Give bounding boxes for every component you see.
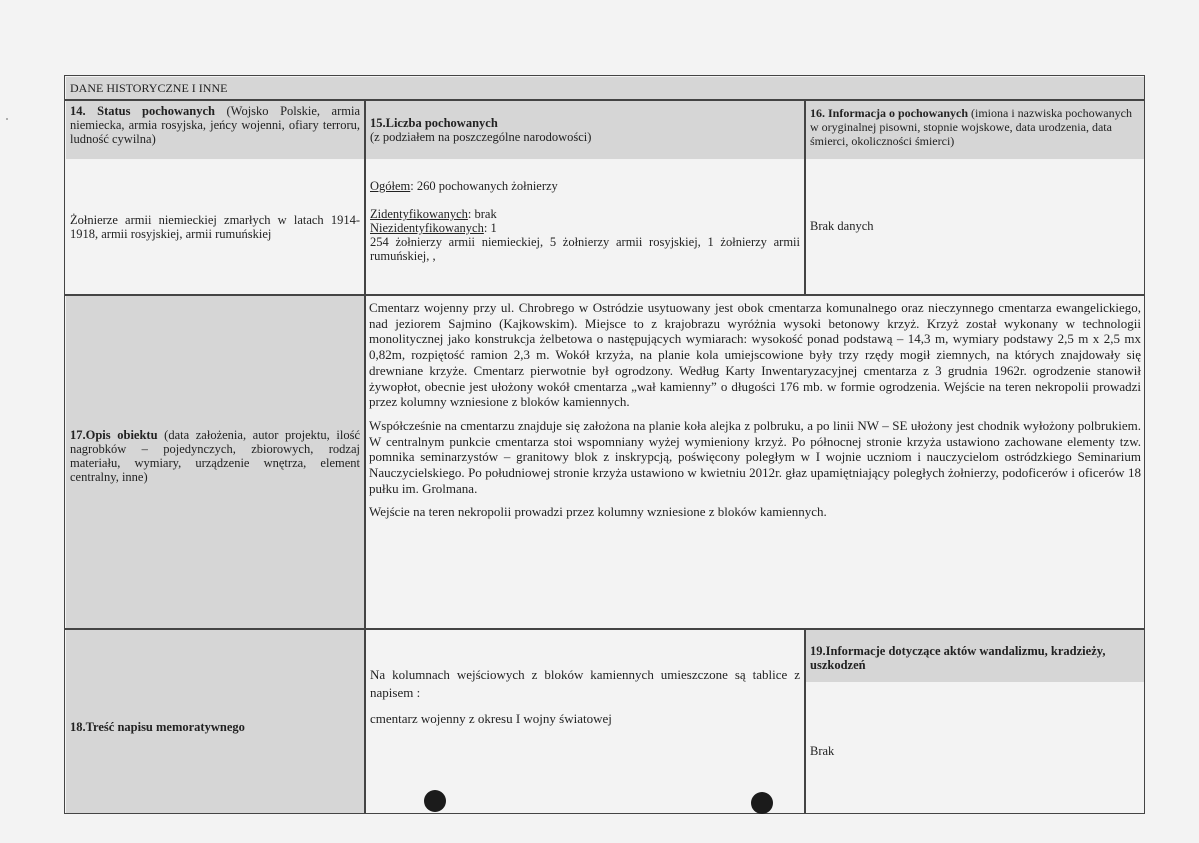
total-value: : 260 pochowanych żołnierzy [410, 179, 558, 193]
vandalism-header-cell [806, 630, 1144, 682]
count-label: 15.Liczba pochowanych [370, 116, 498, 130]
nationality-breakdown: 254 żołnierzy armii niemieckiej, 5 żołnierzy armii rosyjskiej, 1 żołnierzy armii rumuńskiej, , [370, 235, 800, 263]
info-description: (imiona i nazwiska pochowanych w oryginalnej pisowni, stopnie wojskowe, data urodzenia, data śmierci, okoliczności śmierci) [810, 106, 1132, 148]
description-header-cell [66, 296, 364, 628]
scan-speck [6, 118, 8, 120]
inscription-value-cell [366, 630, 804, 813]
identified-label: Zidentyfikowanych [370, 207, 468, 221]
info-label: 16. Informacja o pochowanych [810, 106, 968, 120]
unidentified-label: Niezidentyfikowanych [370, 221, 484, 235]
inscription-text: cmentarz wojenny z okresu I wojny światowej [370, 711, 612, 726]
description-paragraph-1: Cmentarz wojenny przy ul. Chrobrego w Ostródzie usytuowany jest obok cmentarza komunalnego oraz nieczynnego cmentarza ewangelickiego, nad jeziorem Sajmino (Kajkowskim). Miejsce to z krajobrazu wyróżnia wysoki betonowy krzyż. Krzyż został wykonany w technologii monolitycznej jako konstrukcja żelbetowa o następujących wymiarach: wysokość ponad podstawą – 14,3 m, wymiary podstawy 2,5 m x 2,5 mx 0,82m, rozpiętość ramion 2,3 m. Wokół krzyża, na planie kola umiejscowione były trzy rzędy mogił ziemnych, na których znajdowały się drewniane krzyże. Cmentarz pierwotnie był ogrodzony. Według Karty Inwentaryzacyjnej cmentarza z 3 grudnia 1962r. ogrodzenie stanowił żywopłot, obecnie jest ułożony wokół cmentarza „wał kamienny” o długości 176 mb. w formie ogrodzenia. Wejście na teren nekropolii prowadzi przez kolumny wzniesione z bloków kamiennych. [369, 300, 1141, 410]
description-paragraph-2: Współcześnie na cmentarzu znajduje się założona na planie koła alejka z polbruku, a po linii NW – SE ułożony jest chodnik wyłożony polbrukiem. W centralnym punkcie cmentarza stoi wspomniany wyżej wymieniony krzyż. Po północnej stronie krzyża ustawiono zachowane elementy tzw. pomnika seminarzystów – granitowy blok z inskrypcją, poświęcony poległym w I wojnie uczniom i nauczycielom ostródzkiego Seminarium Nauczycielskiego. Po południowej stronie krzyża ustawiono w kwietniu 2012r. głaz upamiętniający poległych żołnierzy, podoficerów i oficerów 18 pułku im. Grolmana. [369, 417, 1141, 496]
info-header-cell [806, 101, 1144, 159]
description-paragraph-3: Wejście na teren nekropolii prowadzi przez kolumny wzniesione z bloków kamiennych. [369, 504, 827, 520]
section-header [66, 77, 1144, 99]
inscription-intro: Na kolumnach wejściowych z bloków kamiennych umieszczone są tablice z napisem : [370, 667, 800, 700]
unidentified-value: : 1 [483, 221, 497, 235]
vandalism-label: 19.Informacje dotyczące aktów wandalizmu, kradzieży, uszkodzeń [810, 644, 1106, 672]
vandalism-value-cell [806, 682, 1144, 813]
description-label: 17.Opis obiektu [70, 428, 158, 442]
total-label: Ogółem [370, 179, 411, 193]
identified-value: : brak [467, 207, 497, 221]
section-header-title: DANE HISTORYCZNE I INNE [70, 81, 228, 95]
status-value: Żołnierze armii niemieckiej zmarłych w latach 1914-1918, armii rosyjskiej, armii rumuńskiej [70, 213, 360, 241]
info-value-cell [806, 159, 1144, 294]
inscription-header-cell [66, 630, 364, 813]
punch-hole [424, 790, 446, 812]
inscription-label: 18.Treść napisu memoratywnego [70, 720, 245, 734]
info-value: Brak danych [810, 219, 874, 233]
status-header-cell [66, 101, 364, 159]
status-value-cell [66, 159, 364, 294]
description-value-cell [366, 296, 1144, 628]
status-description: (Wojsko Polskie, armia niemiecka, armia rosyjska, jeńcy wojenni, ofiary terroru, ludność cywilna) [70, 104, 360, 146]
count-description: (z podziałem na poszczególne narodowości) [370, 130, 592, 144]
count-header-cell [366, 101, 804, 159]
description-description: (data założenia, autor projektu, ilość nagrobków – pojedynczych, zbiorowych, rodzaj materiału, wymiary, urządzenie wnętrza, element centralny, inne) [70, 428, 360, 484]
vandalism-value: Brak [810, 744, 835, 758]
status-label: 14. Status pochowanych [70, 104, 215, 118]
punch-hole [751, 792, 773, 814]
count-value-cell [366, 159, 804, 294]
